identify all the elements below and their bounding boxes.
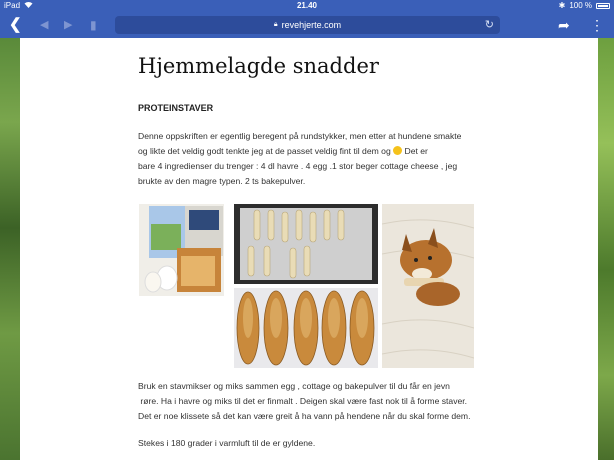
bluetooth-icon: ✱	[558, 1, 566, 10]
intro-paragraph	[138, 129, 488, 189]
baking-paragraph	[138, 436, 488, 451]
close-tab-icon[interactable]: ❮	[9, 16, 22, 33]
lock-icon: 🔒︎	[273, 21, 278, 28]
address-bar[interactable]	[115, 16, 500, 34]
battery-icon	[596, 3, 610, 9]
dough-sticks-photo[interactable]	[234, 204, 378, 284]
article-page	[20, 38, 598, 460]
share-icon[interactable]: ➦	[558, 17, 570, 33]
back-icon[interactable]: ◀	[40, 19, 49, 31]
browser-toolbar	[0, 12, 614, 38]
method-line: røre. Ha i havre og miks til det er finmalt . Deigen skal være fast nok til å forme staver.	[138, 396, 468, 406]
forward-icon[interactable]: ▶	[64, 19, 73, 31]
recipe-heading: PROTEINSTAVER	[138, 103, 214, 113]
ingredients-photo[interactable]	[139, 204, 224, 296]
intro-line: brukte av den magre typen. 2 ts bakepulver.	[138, 176, 306, 186]
more-menu-icon[interactable]: ⋮	[590, 17, 604, 33]
method-line: Det er noe klissete så det kan være greit å ha vann på hendene når du skal forme dem.	[138, 411, 471, 421]
page-title: Hjemmelagde snadder	[138, 54, 379, 78]
bookmark-icon[interactable]: ▮	[90, 18, 97, 32]
method-paragraph	[138, 379, 488, 424]
url-text: revehjerte.com	[281, 20, 342, 30]
smiley-icon	[393, 146, 402, 155]
background-photo-left	[0, 38, 20, 460]
reload-icon[interactable]: ↻	[484, 19, 494, 31]
status-bar	[0, 0, 614, 12]
baking-line: Stekes i 180 grader i varmluft til de er gyldene.	[138, 438, 316, 448]
background-photo-right	[598, 38, 614, 460]
battery-percent: 100 %	[569, 1, 592, 10]
intro-line: bare 4 ingredienser du trenger : 4 dl havre . 4 egg .1 stor beger cottage cheese , jeg	[138, 161, 458, 171]
clock: 21.40	[296, 1, 318, 10]
intro-line: Denne oppskriften er egentlig beregent på rundstykker, men etter at hundene smakte	[138, 131, 462, 141]
device-label: iPad	[4, 1, 21, 10]
baked-bars-photo[interactable]	[234, 288, 378, 368]
method-line: Bruk en stavmikser og miks sammen egg , cottage og bakepulver til du får en jevn	[138, 381, 450, 391]
dog-photo[interactable]	[382, 204, 474, 368]
intro-line: og likte det veldig godt tenkte jeg at de passet veldig fint til dem og Det er	[138, 146, 428, 156]
